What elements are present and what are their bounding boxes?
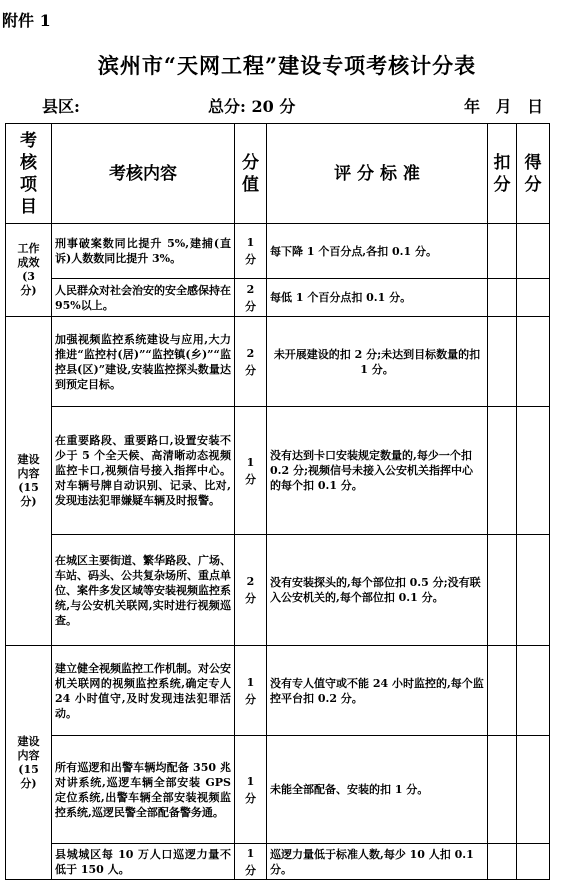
header-item: 考核项目 [6,124,52,224]
header-row [6,124,550,224]
obtained-cell [517,317,550,407]
page-title: 滨州市“天网工程”建设专项考核计分表 [97,53,477,78]
obtained-cell [517,279,550,317]
deduct-cell [488,535,517,646]
row-score: 1分 [235,736,267,844]
table-row [6,646,550,736]
row-score: 1分 [235,407,267,535]
row-content: 在重要路段、重要路口,设置安装不少于 5 个全天候、高清晰动态视频监控卡口,视频信号接入指挥中心。对车辆号牌自动识别、记录、比对,发现违法犯罪嫌疑车辆及时报警。 [52,407,235,535]
row-content: 所有巡逻和出警车辆均配备 350 兆对讲系统,巡逻车辆全部安装 GPS 定位系统,出警车辆全部安装视频监控系统,巡逻民警全部配备警务通。 [52,736,235,844]
group-label-construction-2: 建设内容(15分) [6,646,52,880]
row-criteria: 每低 1 个百分点扣 0.1 分。 [267,279,488,317]
total-score-label: 总分: 20 分 [208,97,296,116]
deduct-cell [488,844,517,880]
row-score: 1分 [235,646,267,736]
row-content: 人民群众对社会治安的安全感保持在 95%以上。 [52,279,235,317]
obtained-cell [517,844,550,880]
obtained-cell [517,407,550,535]
row-content: 加强视频监控系统建设与应用,大力推进“监控村(居)”“监控镇(乡)”“监控县(区)”建设,安装监控探头数量达到预定目标。 [52,317,235,407]
row-criteria: 未能全部配备、安装的扣 1 分。 [267,736,488,844]
table-row [6,317,550,407]
header-criteria: 评 分 标 准 [267,124,488,224]
row-score: 2分 [235,535,267,646]
header-deduct: 扣分 [488,124,517,224]
date-label: 年 月 日 [464,97,544,116]
row-criteria: 未开展建设的扣 2 分;未达到目标数量的扣 1 分。 [267,317,488,407]
scoring-table [5,123,550,880]
group-label-construction: 建设内容(15分) [6,317,52,646]
row-score: 2分 [235,317,267,407]
table-row [6,224,550,279]
table-row [6,844,550,880]
row-criteria: 没有达到卡口安装规定数量的,每少一个扣 0.2 分;视频信号未接入公安机关指挥中心的每个扣 0.1 分。 [267,407,488,535]
county-label: 县区: [42,97,80,116]
row-content: 刑事破案数同比提升 5%,建捕(直诉)人数数同比提升 3%。 [52,224,235,279]
row-score: 2分 [235,279,267,317]
deduct-cell [488,646,517,736]
obtained-cell [517,646,550,736]
table-row [6,407,550,535]
header-content: 考核内容 [52,124,235,224]
row-content: 县城城区每 10 万人口巡逻力量不低于 150 人。 [52,844,235,880]
row-score: 1分 [235,224,267,279]
row-content: 建立健全视频监控工作机制。对公安机关联网的视频监控系统,确定专人 24 小时值守,及时发现违法犯罪活动。 [52,646,235,736]
deduct-cell [488,279,517,317]
obtained-cell [517,224,550,279]
deduct-cell [488,407,517,535]
table-row [6,535,550,646]
row-criteria: 巡逻力量低于标准人数,每少 10 人扣 0.1 分。 [267,844,488,880]
row-score: 1分 [235,844,267,880]
row-criteria: 没有安装探头的,每个部位扣 0.5 分;没有联入公安机关的,每个部位扣 0.1 分。 [267,535,488,646]
table-row [6,736,550,844]
deduct-cell [488,224,517,279]
deduct-cell [488,736,517,844]
attachment-label: 附件 1 [2,11,51,30]
row-criteria: 每下降 1 个百分点,各扣 0.1 分。 [267,224,488,279]
deduct-cell [488,317,517,407]
obtained-cell [517,535,550,646]
header-score: 分值 [235,124,267,224]
row-content: 在城区主要街道、繁华路段、广场、车站、码头、公共复杂场所、重点单位、案件多发区域等安装视频监控系统,与公安机关联网,实时进行视频巡查。 [52,535,235,646]
obtained-cell [517,736,550,844]
group-label-work-results: 工作成效(3分) [6,224,52,317]
table-row [6,279,550,317]
header-obtained: 得分 [517,124,550,224]
row-criteria: 没有专人值守或不能 24 小时监控的,每个监控平台扣 0.2 分。 [267,646,488,736]
